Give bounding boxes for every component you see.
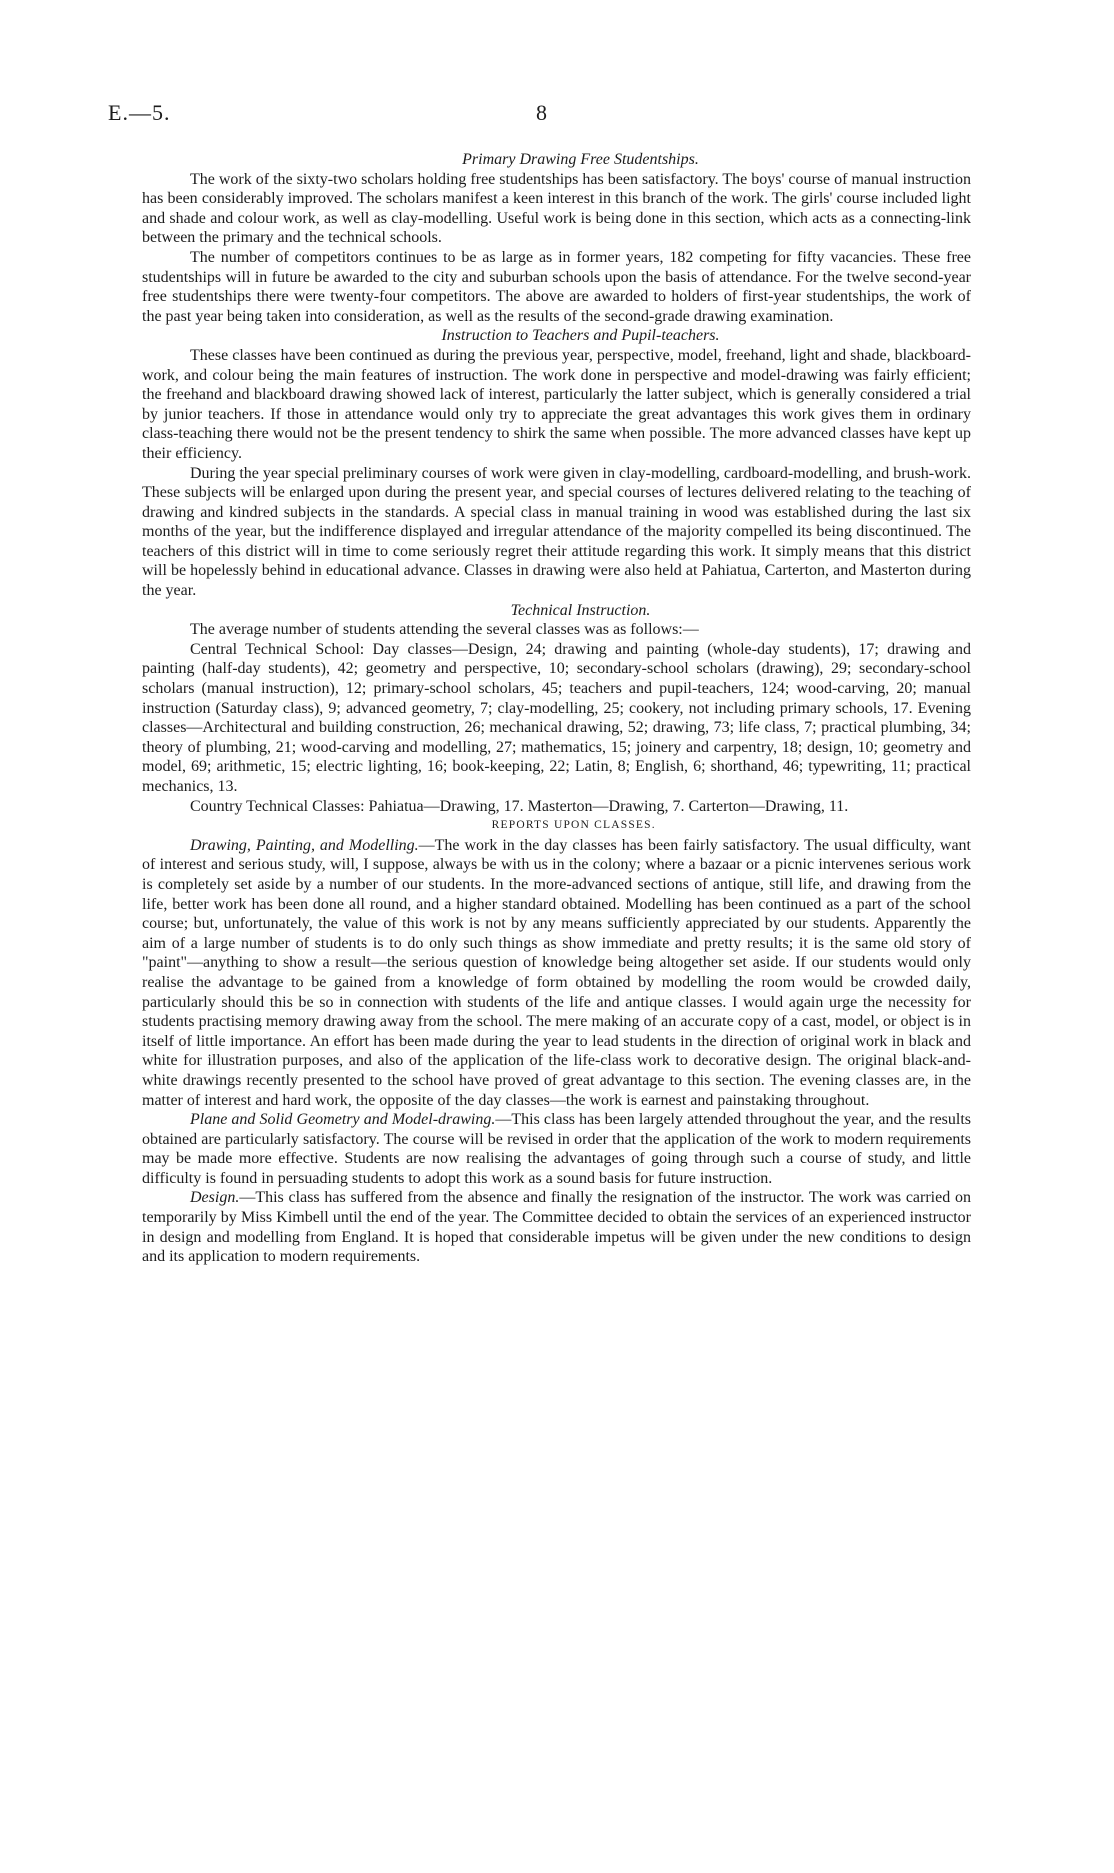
paragraph-text: —This class has suffered from the absence and finally the resignation of the instructor. The work was carried on temporarily by Miss Kimbell until the end of the year. The Committee decided to obtain the services of an experienced instructor in design and modelling from England. It is hoped that considerable impetus will be given under the new conditions to design and its application to modern requirements. <box>142 1189 971 1266</box>
paragraph-design <box>142 1188 971 1266</box>
document-body <box>142 150 971 1267</box>
run-in-title: Drawing, Painting, and Modelling. <box>190 836 419 854</box>
page-number: 8 <box>536 100 547 125</box>
run-in-title: Plane and Solid Geometry and Model-drawing. <box>190 1111 496 1129</box>
paragraph: These classes have been continued as during the previous year, perspective, model, freehand, light and shade, blackboard-work, and colour being the main features of instruction. The work done in perspective and model-drawing was fairly efficient; the freehand and blackboard drawing showed lack of interest, particularly the latter subject, which is generally considered a trial by junior teachers. If those in attendance would only try to appreciate the great advantages this work gives them in ordinary class-teaching there would not be the present tendency to shirk the same when possible. The more advanced classes have kept up their efficiency. <box>142 346 971 462</box>
paragraph-text: —This class has been largely attended throughout the year, and the results obtained are particularly satisfactory. The course will be revised in order that the application of the work to modern requirements may be made more effective. Students are now realising the advantages of going through such a course of study, and little difficulty is found in persuading students to adopt this work as a sound basis for future instruction. <box>142 1111 972 1187</box>
run-in-title: Design. <box>190 1189 240 1207</box>
section-heading-reports: REPORTS UPON CLASSES. <box>491 819 656 832</box>
section-heading-primary-drawing: Primary Drawing Free Studentships. <box>462 151 699 168</box>
paragraph: Country Technical Classes: Pahiatua—Drawing, 17. Masterton—Drawing, 7. Carterton—Drawing, 11. <box>190 797 849 815</box>
paragraph: Central Technical School: Day classes—Design, 24; drawing and painting (whole-day students), 17; drawing and painting (half-day students), 42; geometry and perspective, 10; secondary-school scholars (drawing), 29; secondary-school scholars (manual instruction), 12; primary-school scholars, 45; teachers and pupil-teachers, 124; wood-carving, 20; manual instruction (Saturday class), 9; advanced geometry, 7; clay-modelling, 25; cookery, not including primary schools, 17. Evening classes—Architectural and building construction, 26; mechanical drawing, 52; drawing, 73; life class, 7; practical plumbing, 34; theory of plumbing, 21; wood-carving and modelling, 27; mathematics, 15; joinery and carpentry, 18; design, 10; geometry and model, 69; arithmetic, 15; electric lighting, 16; book-keeping, 22; Latin, 8; English, 6; shorthand, 46; typewriting, 11; practical mechanics, 13. <box>142 640 971 795</box>
paragraph-drawing-painting <box>142 836 971 1110</box>
section-heading-teachers: Instruction to Teachers and Pupil-teachers. <box>441 327 720 345</box>
paragraph: The average number of students attending the several classes was as follows:— <box>190 621 699 639</box>
paragraph: During the year special preliminary courses of work were given in clay-modelling, cardboard-modelling, and brush-work. These subjects will be enlarged upon during the present year, and special courses of lectures delivered relating to the teaching of drawing and kindred subjects in the standards. A special class in manual training in wood was established during the last six months of the year, but the indifference displayed and irregular attendance of the majority compelled its being discontinued. The teachers of this district will in time to come seriously regret their attitude regarding this work. It simply means that this district will be hopelessly behind in educational advance. Classes in drawing were also held at Pahiatua, Carterton, and Masterton during the year. <box>142 464 971 600</box>
section-heading-technical: Technical Instruction. <box>510 601 651 619</box>
paragraph: The work of the sixty-two scholars holding free studentships has been satisfactory. The boys' course of manual instruction has been considerably improved. The scholars manifest a keen interest in this branch of the work. The girls' course included light and shade and colour work, as well as clay-modelling. Useful work is being done in this section, which acts as a connecting-link between the primary and the technical schools. <box>142 170 971 247</box>
page-header <box>108 100 1008 130</box>
paragraph-geometry <box>142 1110 971 1188</box>
paragraph-text: —The work in the day classes has been fairly satisfactory. The usual difficulty, want of interest and serious study, will, I suppose, always be with us in the colony; where a bazaar or a picnic intervenes serious work is completely set aside by a number of our students. In the more-advanced sections of antique, still life, and drawing from the life, better work has been done all round, and a higher standard obtained. Modelling has been continued as a part of the school course; but, unfortunately, the value of this work is not by any means sufficiently appreciated by our students. Apparently the aim of a large number of students is to do only such things as show immediate and pretty results; it is the same old story of "paint"—anything to show a result—the serious question of knowledge being altogether set aside. If our students would only realise the advantage to be gained from a knowledge of form obtained by modelling the room would be crowded daily, particularly should this be so in connection with students of the life and antique classes. I would again urge the necessity for students practising memory drawing away from the school. The mere making of an accurate copy of a cast, model, or object is in itself of little importance. An effort has been made during the year to lead students in the direction of original work in black and white for illustration purposes, and also of the application of the life-class work to decorative design. The original black-and-white drawings recently presented to the school have proved of great advantage to this section. The evening classes are, in the matter of interest and hard work, the opposite of the day classes—the work is earnest and painstaking throughout. <box>142 836 971 1109</box>
paragraph: The number of competitors continues to be as large as in former years, 182 competing for fifty vacancies. These free studentships will in future be awarded to the city and suburban schools upon the basis of attendance. For the twelve second-year free studentships there were twenty-four competitors. The above are awarded to holders of first-year studentships, the work of the past year being taken into consideration, as well as the results of the second-grade drawing examination. <box>142 248 971 325</box>
series-number: E.—5. <box>108 100 171 125</box>
